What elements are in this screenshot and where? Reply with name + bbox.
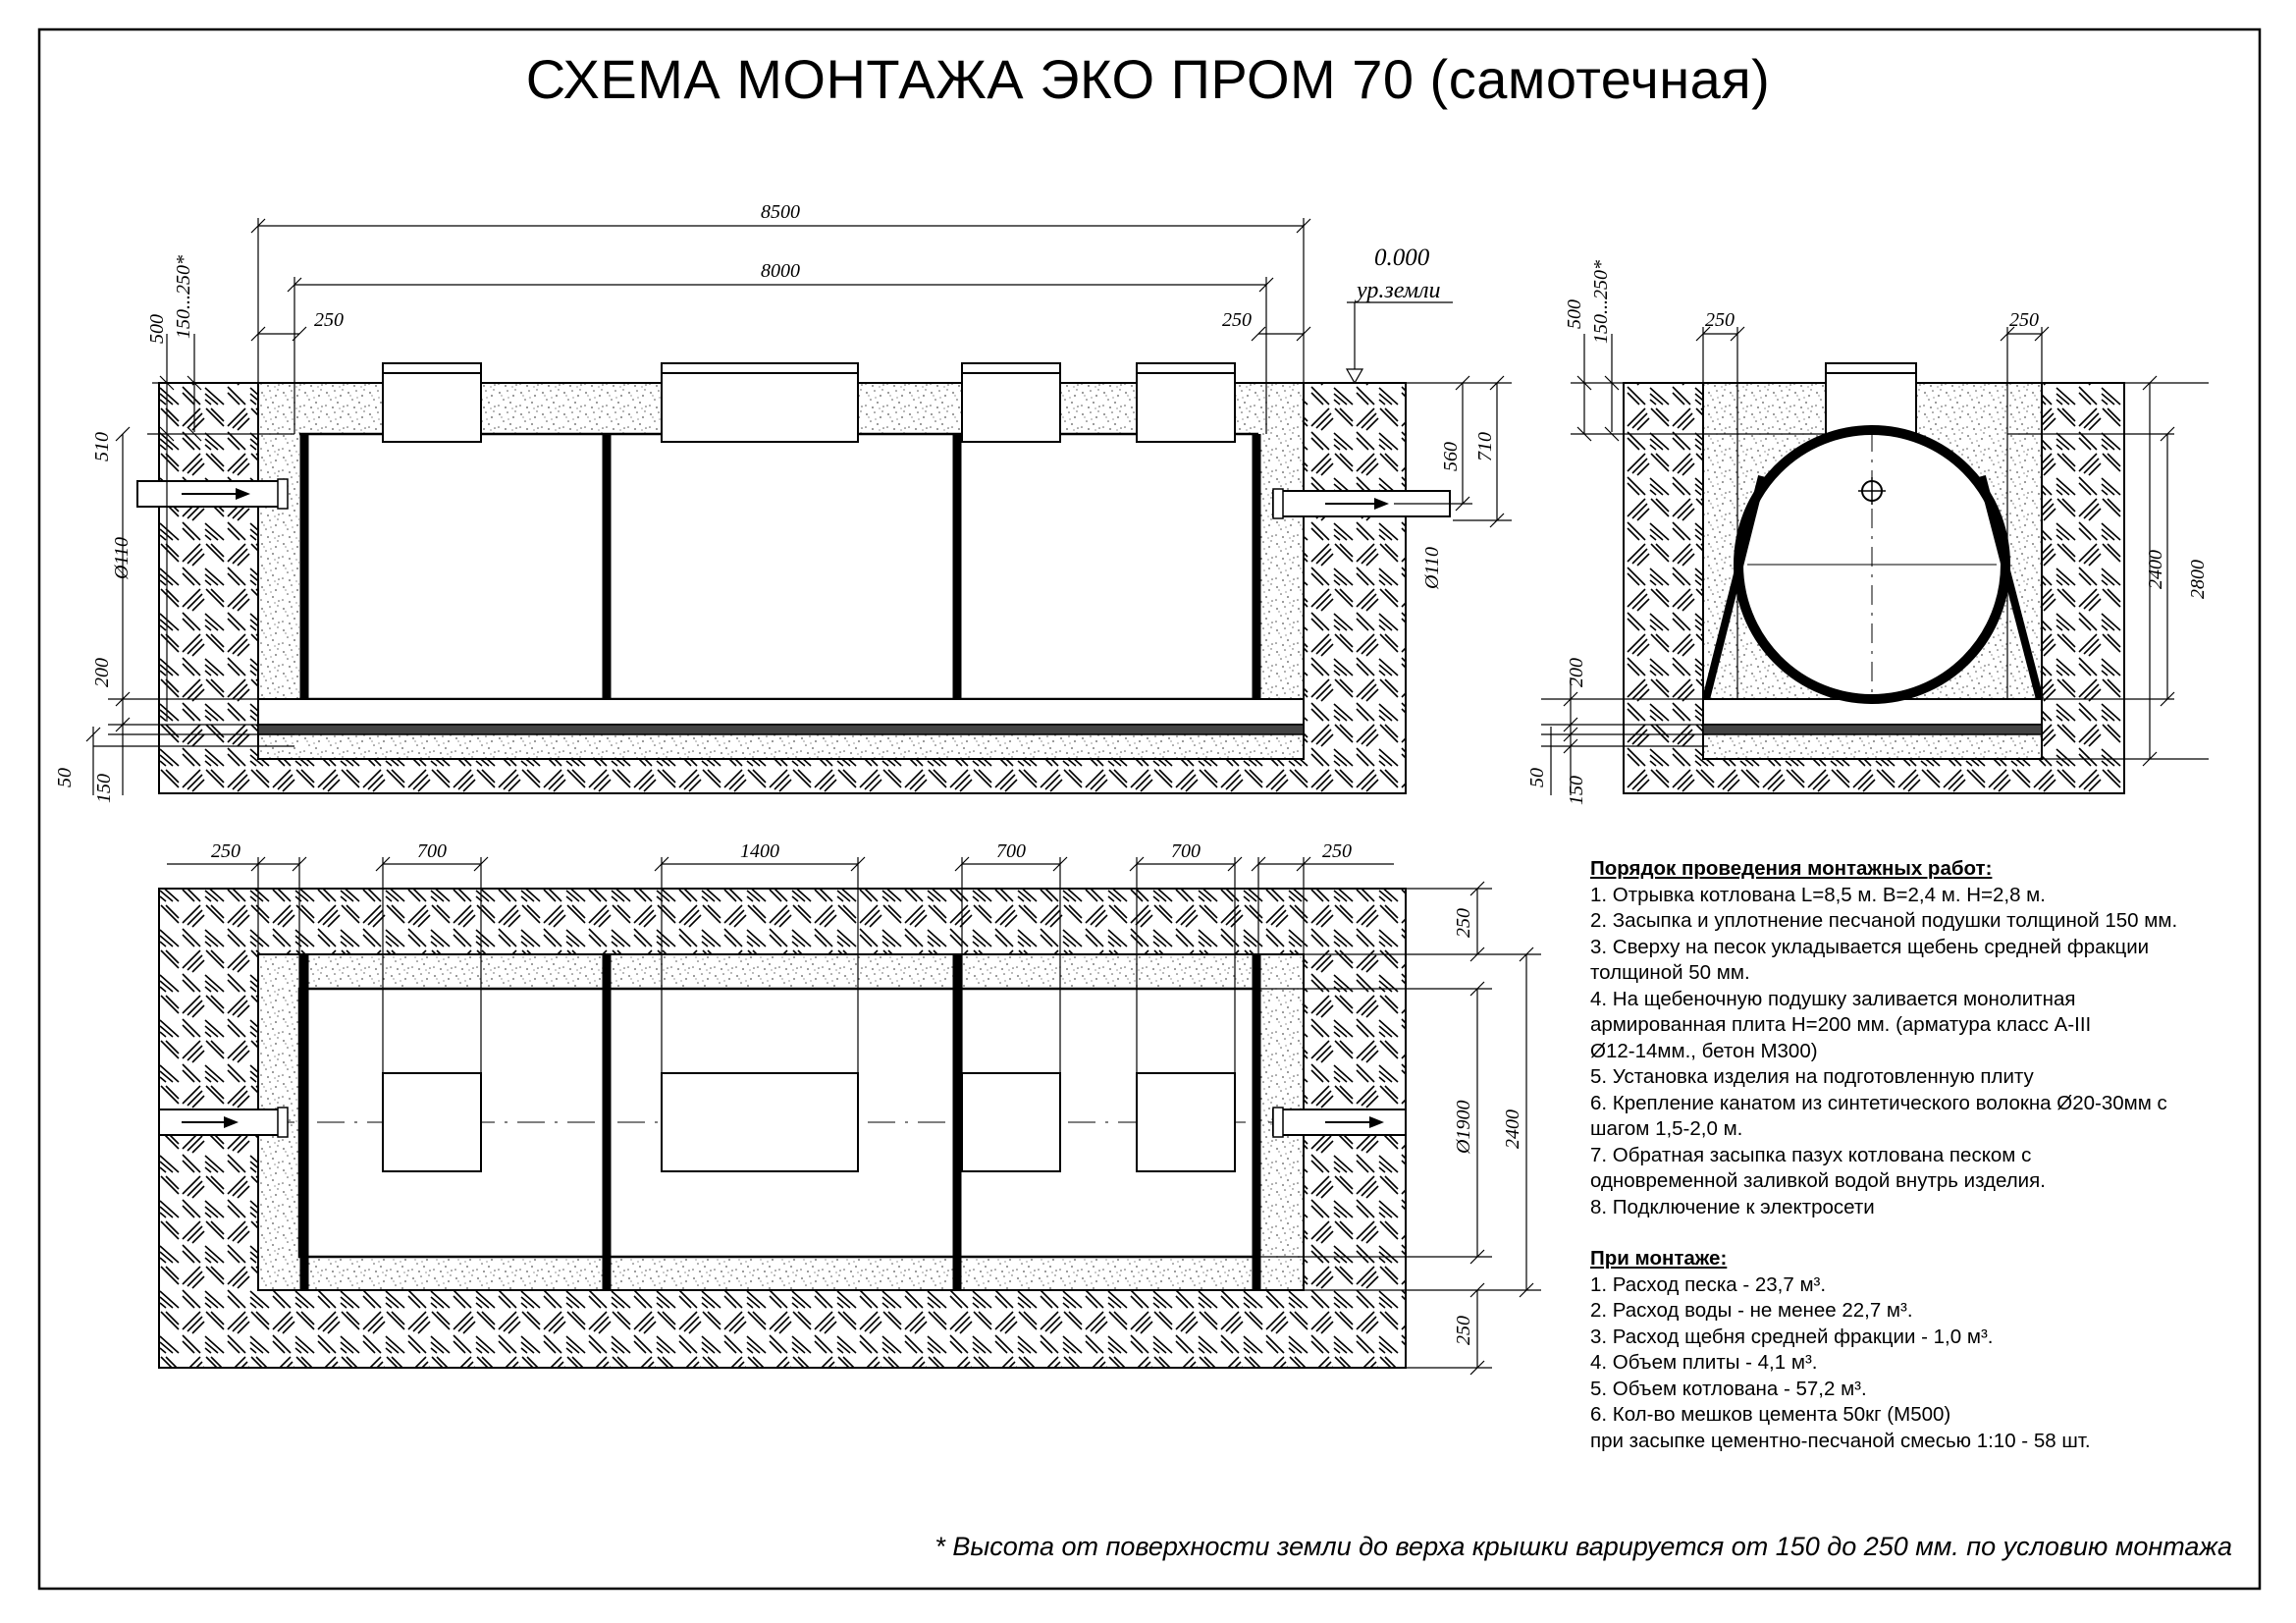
work-order-line: 5. Установка изделия на подготовленную плиту — [1590, 1065, 2034, 1088]
plan-dim-1400: 1400 — [740, 840, 779, 862]
dim-50: 50 — [54, 768, 76, 787]
install-line: 5. Объем котлована - 57,2 м³. — [1590, 1377, 1867, 1400]
cross-dim-500: 500 — [1564, 299, 1585, 329]
work-order-line: армированная плита Н=200 мм. (арматура класс А-III — [1590, 1013, 2092, 1036]
install-heading: При монтаже: — [1590, 1247, 1728, 1270]
side-hatch-3 — [962, 371, 1060, 442]
level-value: 0.000 — [1374, 244, 1430, 271]
work-order-heading: Порядок проведения монтажных работ: — [1590, 857, 1993, 880]
dim-200: 200 — [91, 658, 113, 687]
dim-8500: 8500 — [761, 201, 800, 223]
dim-110-left: Ø110 — [111, 537, 133, 579]
install-line: 1. Расход песка - 23,7 м³. — [1590, 1272, 1827, 1296]
install-line: 4. Объем плиты - 4,1 м³. — [1590, 1351, 1818, 1374]
side-hatch-1 — [383, 371, 481, 442]
cross-dim-2400: 2400 — [2145, 550, 2166, 589]
plan-dim-250-right: 250 — [1322, 840, 1352, 862]
work-order-line: 6. Крепление канатом из синтетического волокна Ø20-30мм с — [1590, 1091, 2167, 1114]
plan-hatch-3 — [962, 1073, 1060, 1171]
install-line: 6. Кол-во мешков цемента 50кг (М500) — [1590, 1403, 1951, 1426]
plan-dim-700-b: 700 — [996, 840, 1026, 862]
work-order-line: шагом 1,5-2,0 м. — [1590, 1117, 1743, 1140]
cross-gravel — [1703, 725, 2042, 734]
side-hatch-4 — [1137, 371, 1235, 442]
work-order-line: одновременной заливкой водой внутрь изделия. — [1590, 1169, 2046, 1192]
plan-dim-250-top: 250 — [1453, 908, 1474, 938]
dim-110-right: Ø110 — [1421, 547, 1443, 589]
cross-section — [1526, 260, 2209, 805]
dim-150-250: 150...250* — [173, 255, 194, 339]
side-tank-interior — [299, 434, 1258, 699]
work-order-line: 8. Подключение к электросети — [1590, 1195, 1875, 1218]
plan-dim-700-c: 700 — [1171, 840, 1201, 862]
cross-dim-2800: 2800 — [2187, 560, 2209, 599]
footnote: * Высота от поверхности земли до верха крышки варируется от 150 до 250 мм. по условию монтажа — [934, 1532, 2232, 1561]
work-order-line: 7. Обратная засыпка пазух котлована песком с — [1590, 1143, 2032, 1166]
side-hatch-2 — [662, 371, 858, 442]
cross-dim-250-right: 250 — [2009, 309, 2039, 331]
plan-hatch-1 — [383, 1073, 481, 1171]
cross-dim-250-left: 250 — [1705, 309, 1735, 331]
plan-dim-250-left: 250 — [211, 840, 240, 862]
dim-510: 510 — [91, 432, 113, 461]
work-order-line: 3. Сверху на песок укладывается щебень средней фракции — [1590, 935, 2150, 958]
cross-dim-200: 200 — [1566, 658, 1587, 687]
work-order-line: Ø12-14мм., бетон М300) — [1590, 1039, 1818, 1062]
dim-710: 710 — [1474, 432, 1496, 461]
plan-dim-250-bottom: 250 — [1453, 1316, 1474, 1345]
dim-250-left: 250 — [314, 309, 344, 331]
install-line: 2. Расход воды - не менее 22,7 м³. — [1590, 1299, 1913, 1322]
drawing-title: СХЕМА МОНТАЖА ЭКО ПРОМ 70 (самотечная) — [525, 48, 1771, 110]
work-order-line: 2. Засыпка и уплотнение песчаной подушки толщиной 150 мм. — [1590, 909, 2178, 932]
plan-dim-700-a: 700 — [417, 840, 447, 862]
plan-hatch-4 — [1137, 1073, 1235, 1171]
work-order-line: толщиной 50 мм. — [1590, 961, 1750, 984]
dim-250-right: 250 — [1222, 309, 1252, 331]
notes-block — [1590, 856, 2277, 1454]
install-line: при засыпке цементно-песчаной смесью 1:10 - 58 шт. — [1590, 1429, 2091, 1452]
dim-500: 500 — [146, 314, 168, 344]
plan-view — [159, 840, 1541, 1375]
dim-560: 560 — [1440, 442, 1462, 471]
plan-dim-2400: 2400 — [1502, 1109, 1523, 1149]
dim-150: 150 — [93, 774, 115, 803]
side-slab — [258, 699, 1304, 725]
level-label: ур.земли — [1357, 278, 1441, 303]
inlet-pipe — [137, 479, 288, 509]
plan-hatch-2 — [662, 1073, 858, 1171]
install-line: 3. Расход щебня средней фракции - 1,0 м³. — [1590, 1325, 1994, 1348]
work-order-line: 4. На щебеночную подушку заливается монолитная — [1590, 987, 2076, 1010]
side-view — [54, 201, 1512, 803]
plan-dim-1900: Ø1900 — [1453, 1100, 1474, 1154]
cross-dim-150: 150 — [1566, 776, 1587, 805]
dim-8000: 8000 — [761, 260, 800, 282]
work-order-line: 1. Отрывка котлована L=8,5 м. В=2,4 м. Н=2,8 м. — [1590, 883, 2046, 906]
cross-dim-150-250: 150...250* — [1590, 260, 1612, 344]
cross-dim-50: 50 — [1526, 768, 1548, 787]
side-gravel — [258, 725, 1304, 734]
